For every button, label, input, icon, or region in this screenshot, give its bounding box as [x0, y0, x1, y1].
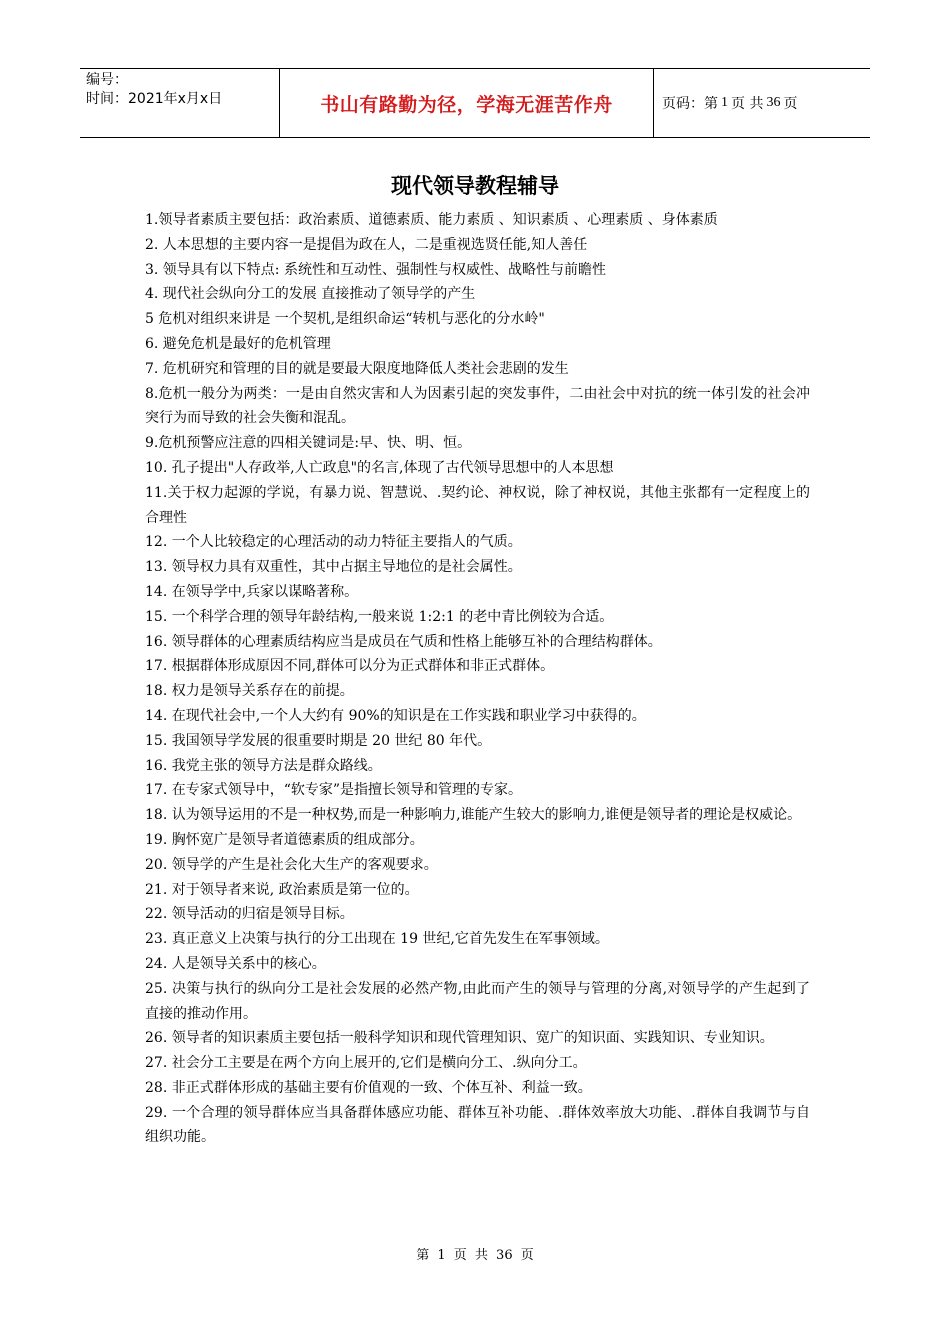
list-item: 26. 领导者的知识素质主要包括一般科学知识和现代管理知识、宽广的知识面、实践知识、专业知识。 [145, 1030, 774, 1047]
list-item: 2. 人本思想的主要内容一是提倡为政在人，二是重视选贤任能,知人善任 [145, 236, 588, 253]
list-item: 13. 领导权力具有双重性，其中占据主导地位的是社会属性。 [145, 559, 522, 576]
list-item: 15. 一个科学合理的领导年龄结构,一般来说 1:2:1 的老中青比例较为合适。 [145, 608, 614, 625]
page-footer: 第 1 页 共 36 页 [416, 1248, 534, 1263]
list-item: 23. 真正意义上决策与执行的分工出现在 19 世纪,它首先发生在军事领域。 [145, 931, 609, 948]
document-title: 现代领导教程辅导 [391, 174, 559, 198]
list-item: 27. 社会分工主要是在两个方向上展开的,它们是横向分工、.纵向分工。 [145, 1055, 587, 1072]
date-label: 时间：2021年x月x日 [86, 91, 223, 107]
page-total: 36 [766, 95, 781, 110]
page-suffix: 页 [783, 96, 798, 112]
list-item: 8.危机一般分为两类：一是由自然灾害和人为因素引起的突发事件，二由社会中对抗的统一体引发的社会冲突行为而导致的社会失衡和混乱。 [145, 385, 810, 427]
list-item: 5 危机对组织来讲是 一个契机,是组织命运“转机与恶化的分水岭" [145, 311, 545, 328]
serial-label: 编号： [86, 72, 128, 88]
list-item: 14. 在领导学中,兵家以谋略著称。 [145, 583, 359, 600]
header-meta-cell [80, 69, 279, 137]
list-item: 17. 根据群体形成原因不同,群体可以分为正式群体和非正式群体。 [145, 658, 555, 675]
list-item: 29. 一个合理的领导群体应当具备群体感应功能、群体互补功能、.群体效率放大功能、.群体自我调节与自组织功能。 [145, 1104, 810, 1146]
list-item: 18. 权力是领导关系存在的前提。 [145, 683, 354, 700]
page-mid: 页 共 [731, 96, 764, 112]
list-item: 16. 我党主张的领导方法是群众路线。 [145, 757, 382, 774]
list-item: 21. 对于领导者来说, 政治素质是第一位的。 [145, 881, 419, 898]
list-item: 22. 领导活动的归宿是领导目标。 [145, 906, 354, 923]
list-item: 15. 我国领导学发展的很重要时期是 20 世纪 80 年代。 [145, 732, 492, 749]
list-item: 25. 决策与执行的纵向分工是社会发展的必然产物,由此而产生的领导与管理的分离,对领导学的产生起到了直接的推动作用。 [145, 980, 810, 1022]
header-motto: 书山有路勤为径，学海无涯苦作舟 [279, 69, 654, 137]
list-item: 19. 胸怀宽广是领导者道德素质的组成部分。 [145, 831, 424, 848]
list-item: 7. 危机研究和管理的目的就是要最大限度地降低人类社会悲剧的发生 [145, 360, 569, 377]
list-item: 3. 领导具有以下特点: 系统性和互动性、强制性与权威性、战略性与前瞻性 [145, 261, 606, 278]
list-item: 11.关于权力起源的学说，有暴力说、智慧说、.契约论、神权说，除了神权说，其他主张都有一定程度上的合理性 [145, 484, 810, 526]
list-item: 20. 领导学的产生是社会化大生产的客观要求。 [145, 856, 438, 873]
header-table [80, 68, 870, 138]
list-item: 4. 现代社会纵向分工的发展 直接推动了领导学的产生 [145, 286, 476, 303]
list-item: 14. 在现代社会中,一个人大约有 90%的知识是在工作实践和职业学习中获得的。 [145, 707, 646, 724]
list-item: 6. 避免危机是最好的危机管理 [145, 335, 331, 352]
list-item: 1.领导者素质主要包括：政治素质、道德素质、能力素质 、知识素质 、心理素质 、身体素质 [145, 212, 718, 228]
document-body [145, 208, 810, 1150]
list-item: 28. 非正式群体形成的基础主要有价值观的一致、个体互补、利益一致。 [145, 1079, 592, 1096]
list-item: 12. 一个人比较稳定的心理活动的动力特征主要指人的气质。 [145, 534, 522, 551]
list-item: 16. 领导群体的心理素质结构应当是成员在气质和性格上能够互补的合理结构群体。 [145, 633, 662, 650]
header-page-number [654, 69, 870, 137]
page-current: 1 [721, 95, 728, 110]
list-item: 24. 人是领导关系中的核心。 [145, 955, 326, 972]
list-item: 17. 在专家式领导中，“软专家”是指擅长领导和管理的专家。 [145, 782, 523, 799]
list-item: 18. 认为领导运用的不是一种权势,而是一种影响力,谁能产生较大的影响力,谁便是领导者的理论是权威论。 [145, 807, 802, 824]
page-prefix: 页码：第 [662, 96, 718, 112]
list-item: 10. 孔子提出"人存政举,人亡政息"的名言,体现了古代领导思想中的人本思想 [145, 459, 614, 476]
list-item: 9.危机预警应注意的四相关键词是:早、快、明、恒。 [145, 435, 472, 452]
